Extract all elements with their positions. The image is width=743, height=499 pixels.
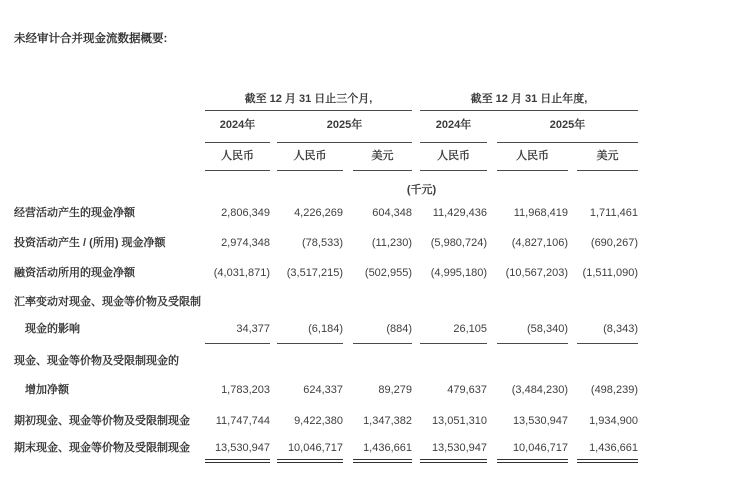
table-row-beginning-cash <box>14 410 729 440</box>
currency-header-usd: 美元 <box>353 143 412 171</box>
value-cell: (58,340) <box>497 320 568 344</box>
currency-header-row <box>14 143 729 171</box>
value-cell: 1,711,461 <box>589 207 638 219</box>
value-cell: 13,530,947 <box>205 440 270 463</box>
row-label: 现金、现金等价物及受限制现金的 <box>14 355 179 367</box>
value-cell: (4,995,180) <box>430 267 487 279</box>
unit-note-row <box>14 171 729 202</box>
value-cell: 89,279 <box>378 384 412 396</box>
currency-header-rmb: 人民币 <box>420 143 487 171</box>
year-header-2024-q: 2024年 <box>205 111 270 143</box>
value-cell: (8,343) <box>577 320 638 344</box>
value-cell: (502,955) <box>364 267 412 279</box>
value-cell: 13,530,947 <box>512 415 568 427</box>
value-cell: (3,484,230) <box>511 384 568 396</box>
value-cell: (3,517,215) <box>286 267 343 279</box>
row-label: 经营活动产生的现金净额 <box>14 207 135 219</box>
value-cell: 1,934,900 <box>589 415 638 427</box>
cash-flow-table <box>14 93 729 463</box>
currency-header-rmb: 人民币 <box>205 143 270 171</box>
value-cell: 26,105 <box>420 320 487 344</box>
value-cell: (5,980,724) <box>430 237 487 249</box>
label-column-spacer <box>14 143 205 171</box>
year-header-2025-q: 2025年 <box>277 111 412 143</box>
value-cell: 10,046,717 <box>497 440 568 463</box>
value-cell: (884) <box>353 320 412 344</box>
year-header-2025-fy: 2025年 <box>497 111 638 143</box>
value-cell: 4,226,269 <box>294 207 343 219</box>
table-row-operating <box>14 202 729 232</box>
currency-header-rmb: 人民币 <box>277 143 343 171</box>
year-header-row <box>14 111 729 143</box>
value-cell: 11,429,436 <box>432 207 487 219</box>
value-cell: (4,031,871) <box>213 267 270 279</box>
col-group-full-year: 截至 12 月 31 日止年度, <box>420 93 638 111</box>
table-row-financing <box>14 262 729 292</box>
value-cell: 13,051,310 <box>431 415 487 427</box>
row-label-continued: 现金的影响 <box>25 323 80 335</box>
value-cell: (690,267) <box>590 237 638 249</box>
value-cell: (498,239) <box>590 384 638 396</box>
row-label: 融资活动所用的现金净额 <box>14 267 135 279</box>
value-cell: 1,347,382 <box>363 415 412 427</box>
col-group-three-months: 截至 12 月 31 日止三个月, <box>205 93 412 111</box>
value-cell: (78,533) <box>302 237 343 249</box>
table-row-investing <box>14 232 729 262</box>
currency-header-rmb: 人民币 <box>497 143 568 171</box>
value-cell: 2,974,348 <box>221 237 270 249</box>
table-row-net-increase-line1 <box>14 344 729 380</box>
value-cell: 1,436,661 <box>353 440 412 463</box>
unit-note: (千元) <box>406 184 437 196</box>
value-cell: (10,567,203) <box>505 267 568 279</box>
value-cell: 34,377 <box>205 320 270 344</box>
value-cell: 13,530,947 <box>420 440 487 463</box>
year-header-2024-fy: 2024年 <box>420 111 487 143</box>
label-column-spacer <box>14 93 205 111</box>
value-cell: 1,783,203 <box>221 384 270 396</box>
value-cell: 2,806,349 <box>221 207 270 219</box>
currency-header-usd: 美元 <box>577 143 638 171</box>
value-cell: (6,184) <box>277 320 343 344</box>
table-row-fx-effect-line2 <box>14 320 729 344</box>
row-label: 投资活动产生 / (所用) 现金净额 <box>14 237 166 249</box>
row-label-continued: 增加净额 <box>25 384 69 396</box>
label-column-spacer <box>14 111 205 143</box>
value-cell: 604,348 <box>372 207 412 219</box>
table-row-ending-cash <box>14 440 729 463</box>
value-cell: (1,511,090) <box>582 267 638 279</box>
value-cell: 10,046,717 <box>277 440 343 463</box>
value-cell: 1,436,661 <box>577 440 638 463</box>
label-column-spacer <box>14 171 205 202</box>
value-cell: 9,422,380 <box>294 415 343 427</box>
document-title: 未经审计合并现金流数据概要: <box>14 33 168 45</box>
value-cell: 624,337 <box>303 384 343 396</box>
value-cell: 479,637 <box>447 384 487 396</box>
row-label: 汇率变动对现金、现金等价物及受限制 <box>14 296 201 308</box>
row-label: 期末现金、现金等价物及受限制现金 <box>14 442 190 454</box>
row-label: 期初现金、现金等价物及受限制现金 <box>14 415 190 427</box>
table-row-fx-effect-line1 <box>14 292 729 320</box>
value-cell: (4,827,106) <box>511 237 568 249</box>
value-cell: (11,230) <box>371 237 412 249</box>
value-cell: 11,747,744 <box>215 415 270 427</box>
table-row-net-increase-line2 <box>14 380 729 410</box>
value-cell: 11,968,419 <box>513 207 568 219</box>
group-header-row <box>14 93 729 111</box>
